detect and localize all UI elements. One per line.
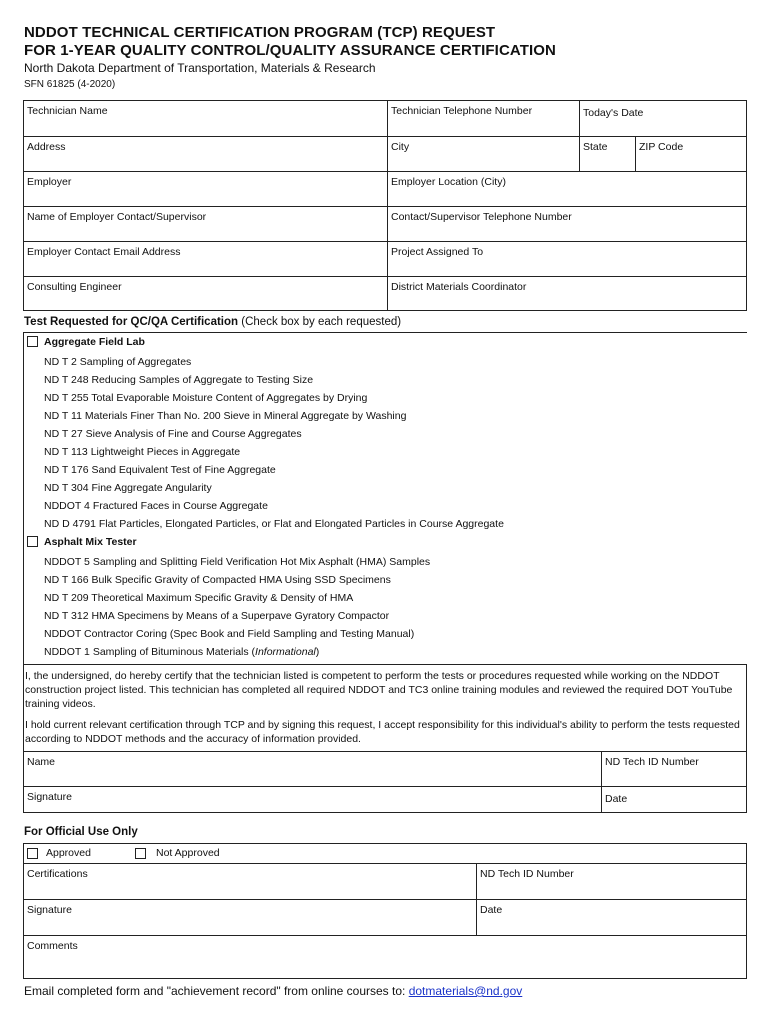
contact-email-label: Employer Contact Email Address bbox=[27, 246, 181, 258]
project-label: Project Assigned To bbox=[391, 246, 484, 258]
aggregate-test-item: ND D 4791 Flat Particles, Elongated Particles, or Flat and Elongated Particles in Course Aggregate bbox=[44, 518, 504, 530]
form-title-line2: FOR 1-YEAR QUALITY CONTROL/QUALITY ASSURANCE CERTIFICATION bbox=[24, 42, 556, 59]
technician-name-label: Technician Name bbox=[27, 105, 108, 117]
official-use-box bbox=[23, 843, 747, 979]
employer-field[interactable] bbox=[24, 172, 387, 207]
footer-instructions bbox=[24, 984, 522, 998]
asphalt-test-item: ND T 312 HMA Specimens by Means of a Superpave Gyratory Compactor bbox=[44, 610, 390, 622]
consulting-engineer-field[interactable] bbox=[24, 277, 387, 311]
consulting-engineer-label: Consulting Engineer bbox=[27, 281, 122, 293]
official-date-label: Date bbox=[480, 904, 503, 916]
city-field[interactable] bbox=[387, 137, 579, 172]
employer-location-label: Employer Location (City) bbox=[391, 176, 506, 188]
department-name: North Dakota Department of Transportation, Materials & Research bbox=[24, 61, 376, 75]
todays-date-label: Today's Date bbox=[583, 107, 644, 119]
technician-info-grid bbox=[23, 100, 747, 311]
certifications-label: Certifications bbox=[27, 868, 88, 880]
asphalt-test-item: NDDOT Contractor Coring (Spec Book and Field Sampling and Testing Manual) bbox=[44, 628, 415, 640]
contact-email-field[interactable] bbox=[24, 242, 387, 277]
contact-name-field[interactable] bbox=[24, 207, 387, 242]
aggregate-test-item: ND T 304 Fine Aggregate Angularity bbox=[44, 482, 212, 494]
asphalt-mix-tester-title: Asphalt Mix Tester bbox=[44, 536, 137, 548]
zip-code-field[interactable] bbox=[635, 137, 746, 172]
not-approved-checkbox[interactable] bbox=[135, 848, 146, 859]
certifier-name-label: Name bbox=[27, 756, 56, 768]
official-signature-label: Signature bbox=[27, 904, 72, 916]
informational-note: Informational bbox=[255, 646, 316, 658]
certifier-nd-tech-id-label: ND Tech ID Number bbox=[605, 756, 699, 768]
aggregate-field-lab-title: Aggregate Field Lab bbox=[44, 336, 145, 348]
contact-phone-field[interactable] bbox=[387, 207, 746, 242]
footer-text: Email completed form and "achievement record" from online courses to: bbox=[24, 984, 409, 998]
technician-phone-field[interactable] bbox=[387, 101, 579, 136]
employer-label: Employer bbox=[27, 176, 72, 188]
certification-statement: I, the undersigned, do hereby certify that the technician listed is competent to perform the tests or procedures requested while working on the NDDOT construction project listed. This technician has completed all required NDDOT and TC3 online training modules and reviewed the required DOT YouTube training videos. bbox=[25, 670, 733, 710]
certifier-nd-tech-id-field[interactable] bbox=[601, 752, 746, 787]
aggregate-test-item: ND T 27 Sieve Analysis of Fine and Course Aggregates bbox=[44, 428, 302, 440]
technician-phone-label: Technician Telephone Number bbox=[391, 105, 533, 117]
zip-code-label: ZIP Code bbox=[639, 141, 684, 153]
contact-name-label: Name of Employer Contact/Supervisor bbox=[27, 211, 207, 223]
tests-heading-title: Test Requested for QC/QA Certification bbox=[24, 316, 239, 328]
project-field[interactable] bbox=[387, 242, 746, 277]
asphalt-test-item: NDDOT 5 Sampling and Splitting Field Verification Hot Mix Asphalt (HMA) Samples bbox=[44, 556, 431, 568]
city-label: City bbox=[391, 141, 410, 153]
tests-heading-note: (Check box by each requested) bbox=[241, 316, 402, 328]
aggregate-test-item: ND T 176 Sand Equivalent Test of Fine Aggregate bbox=[44, 464, 276, 476]
certifier-date-field[interactable] bbox=[601, 787, 746, 813]
district-coordinator-field[interactable] bbox=[387, 277, 746, 311]
employer-location-field[interactable] bbox=[387, 172, 746, 207]
aggregate-test-item: ND T 113 Lightweight Pieces in Aggregate bbox=[44, 446, 241, 458]
asphalt-test-item: ND T 166 Bulk Specific Gravity of Compacted HMA Using SSD Specimens bbox=[44, 574, 391, 586]
address-field[interactable] bbox=[24, 137, 387, 172]
state-field[interactable] bbox=[579, 137, 635, 172]
certifier-signature-field[interactable] bbox=[24, 787, 601, 813]
contact-phone-label: Contact/Supervisor Telephone Number bbox=[391, 211, 572, 223]
aggregate-test-item: ND T 2 Sampling of Aggregates bbox=[44, 356, 192, 368]
form-title-line1: NDDOT TECHNICAL CERTIFICATION PROGRAM (TCP) REQUEST bbox=[24, 24, 496, 41]
responsibility-statement: I hold current relevant certification through TCP and by signing this request, I accept responsibility for this individual's ability to perform the tests requested according to NDDOT methods and the accuracy of information provided. bbox=[25, 719, 740, 745]
official-nd-tech-id-label: ND Tech ID Number bbox=[480, 868, 574, 880]
email-link[interactable]: dotmaterials@nd.gov bbox=[408, 984, 523, 998]
official-nd-tech-id-field[interactable] bbox=[476, 864, 746, 900]
informational-item-text: NDDOT 1 Sampling of Bituminous Materials ( bbox=[44, 646, 256, 658]
not-approved-label: Not Approved bbox=[156, 847, 220, 859]
tests-heading bbox=[24, 316, 401, 328]
official-date-field[interactable] bbox=[476, 900, 746, 936]
certifications-field[interactable] bbox=[24, 864, 476, 900]
official-signature-field[interactable] bbox=[24, 900, 476, 936]
comments-field[interactable] bbox=[24, 936, 746, 979]
official-use-heading: For Official Use Only bbox=[24, 826, 138, 838]
aggregate-test-item: ND T 255 Total Evaporable Moisture Content of Aggregates by Drying bbox=[44, 392, 368, 404]
aggregate-field-lab-checkbox[interactable] bbox=[27, 336, 38, 347]
asphalt-test-item-informational bbox=[44, 646, 319, 658]
technician-name-field[interactable] bbox=[24, 101, 387, 136]
aggregate-test-item: ND T 11 Materials Finer Than No. 200 Sieve in Mineral Aggregate by Washing bbox=[44, 410, 407, 422]
certifier-date-label: Date bbox=[605, 793, 628, 805]
comments-label: Comments bbox=[27, 940, 78, 952]
approved-checkbox[interactable] bbox=[27, 848, 38, 859]
informational-item-close: ) bbox=[315, 646, 320, 658]
state-label: State bbox=[583, 141, 608, 153]
aggregate-test-item: ND T 248 Reducing Samples of Aggregate to Testing Size bbox=[44, 374, 314, 386]
asphalt-mix-tester-checkbox[interactable] bbox=[27, 536, 38, 547]
asphalt-test-item: ND T 209 Theoretical Maximum Specific Gravity & Density of HMA bbox=[44, 592, 354, 604]
todays-date-field[interactable] bbox=[579, 101, 746, 136]
certifier-signature-label: Signature bbox=[27, 791, 72, 803]
form-number: SFN 61825 (4-2020) bbox=[24, 79, 116, 90]
aggregate-test-item: NDDOT 4 Fractured Faces in Course Aggregate bbox=[44, 500, 268, 512]
district-coordinator-label: District Materials Coordinator bbox=[391, 281, 527, 293]
certifier-name-field[interactable] bbox=[24, 752, 601, 787]
approved-label: Approved bbox=[46, 847, 91, 859]
address-label: Address bbox=[27, 141, 66, 153]
